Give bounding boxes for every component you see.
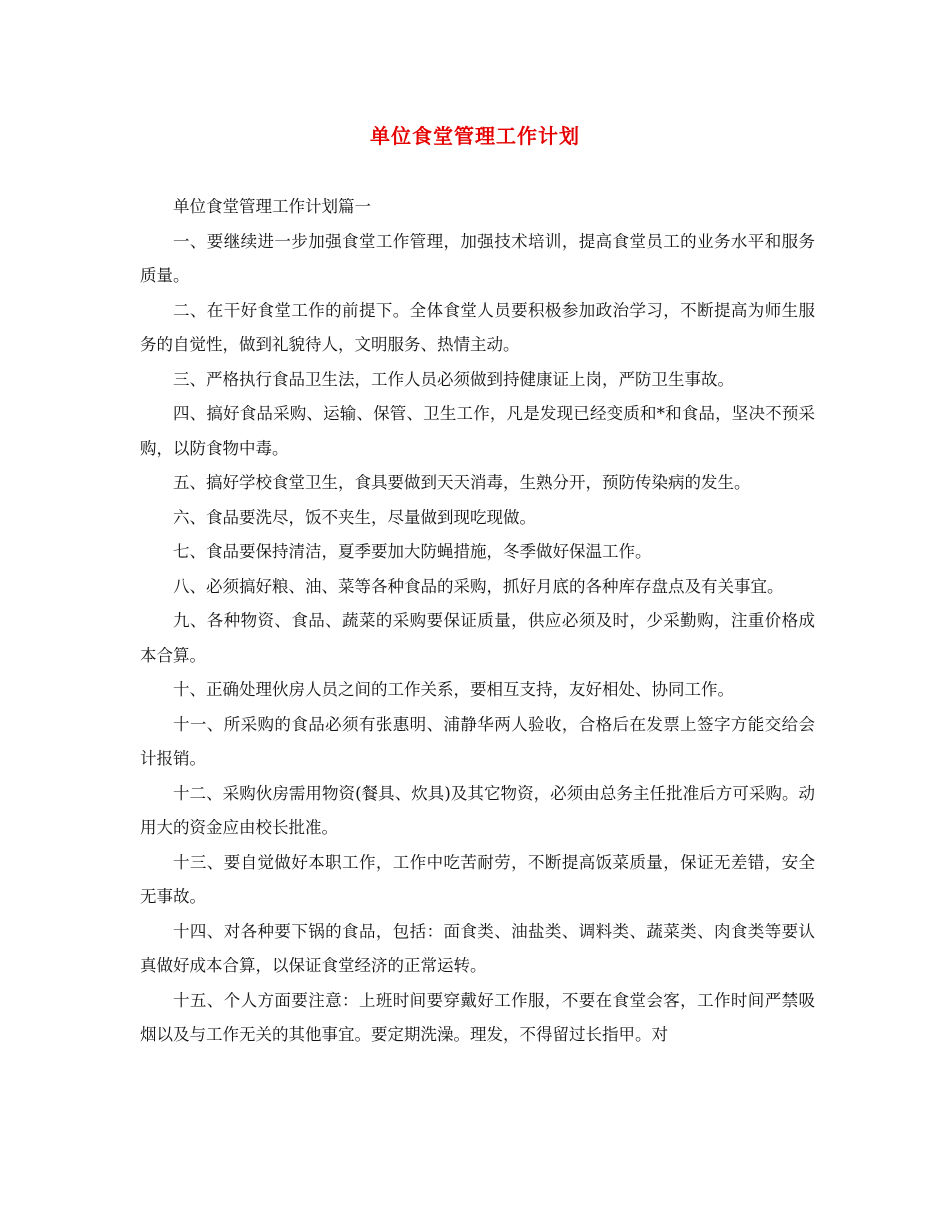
paragraph-item-4: 四、搞好食品采购、运输、保管、卫生工作，凡是发现已经变质和*和食品，坚决不预采购，以防食物中毒。 xyxy=(140,404,815,458)
paragraph-item-12: 十二、采购伙房需用物资(餐具、炊具)及其它物资，必须由总务主任批准后方可采购。动用大的资金应由校长批准。 xyxy=(140,783,815,837)
paragraph-item-11: 十一、所采购的食品必须有张惠明、浦静华两人验收，合格后在发票上签字方能交给会计报销。 xyxy=(140,714,815,768)
paragraph-item-2: 二、在干好食堂工作的前提下。全体食堂人员要积极参加政治学习，不断提高为师生服务的自觉性，做到礼貌待人，文明服务、热情主动。 xyxy=(140,300,815,354)
paragraph-item-6: 六、食品要洗尽，饭不夹生，尽量做到现吃现做。 xyxy=(173,507,536,527)
section-heading: 单位食堂管理工作计划篇一 xyxy=(173,197,371,216)
paragraph-item-7: 七、食品要保持清洁，夏季要加大防蝇措施，冬季做好保温工作。 xyxy=(173,542,652,561)
paragraph-item-9: 九、各种物资、食品、蔬菜的采购要保证质量，供应必须及时，少采勤购，注重价格成本合算。 xyxy=(140,611,815,665)
document-body xyxy=(140,190,815,1053)
paragraph-item-3: 三、严格执行食品卫生法，工作人员必须做到持健康证上岗，严防卫生事故。 xyxy=(173,369,734,389)
paragraph-item-1: 一、要继续进一步加强食堂工作管理，加强技术培训，提高食堂员工的业务水平和服务质量。 xyxy=(140,231,815,285)
paragraph-item-5: 五、搞好学校食堂卫生，食具要做到天天消毒，生熟分开，预防传染病的发生。 xyxy=(173,473,751,492)
paragraph-item-10: 十、正确处理伙房人员之间的工作关系，要相互支持，友好相处、协同工作。 xyxy=(173,680,734,699)
paragraph-item-14: 十四、对各种要下锅的食品，包括：面食类、油盐类、调料类、蔬菜类、肉食类等要认真做好成本合算，以保证食堂经济的正常运转。 xyxy=(140,921,815,975)
paragraph-item-8: 八、必须搞好粮、油、菜等各种食品的采购，抓好月底的各种库存盘点及有关事宜。 xyxy=(173,576,784,596)
document-title: 单位食堂管理工作计划 xyxy=(370,124,580,148)
paragraph-item-13: 十三、要自觉做好本职工作，工作中吃苦耐劳，不断提高饭菜质量，保证无差错，安全无事故。 xyxy=(140,852,815,906)
paragraph-item-15: 十五、个人方面要注意：上班时间要穿戴好工作服，不要在食堂会客，工作时间严禁吸烟以及与工作无关的其他事宜。要定期洗澡。理发，不得留过长指甲。对 xyxy=(140,990,815,1044)
